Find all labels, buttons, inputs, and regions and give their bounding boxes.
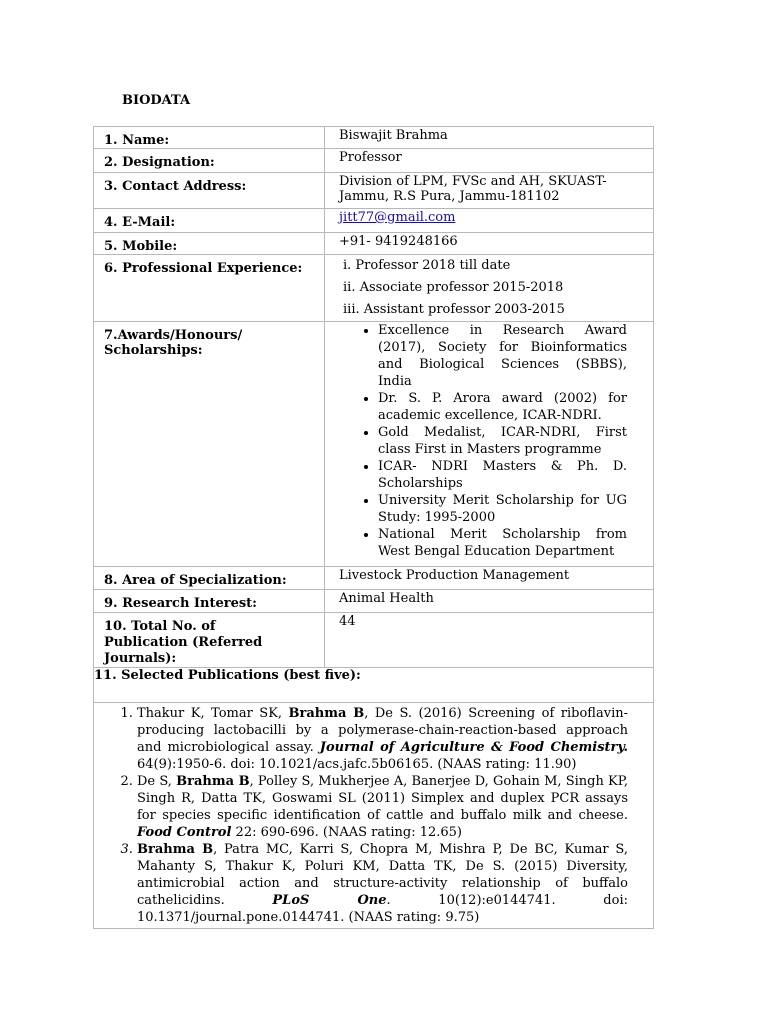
publication-item: 1. Thakur K, Tomar SK, Brahma B, De S. (2016) Screening of riboflavin-producing lactobacilli by a polymerase-chain-reaction-based approach and microbiological assay. Journal of Agriculture & Food Chemistry. 64(9):1950-6. doi: 10.1021/acs.jafc.5b06165. (NAAS rating: 11.90): [137, 705, 628, 773]
experience-item: iii. Assistant professor 2003-2015: [343, 302, 565, 317]
value-email: [325, 209, 654, 233]
row-experience: [94, 255, 654, 322]
publications-heading: 11. Selected Publications (best five):: [94, 668, 654, 703]
label-contact: 3. Contact Address:: [94, 173, 325, 209]
value-contact: Division of LPM, FVSc and AH, SKUAST- Jammu, R.S Pura, Jammu-181102: [325, 173, 654, 209]
value-name: Biswajit Brahma: [325, 127, 654, 149]
label-specialization: 8. Area of Specialization:: [94, 567, 325, 590]
row-research: [94, 590, 654, 613]
list-item: • Gold Medalist, ICAR-NDRI, First class First in Masters programme: [378, 424, 627, 458]
experience-item: i. Professor 2018 till date: [343, 258, 511, 273]
label-email: 4. E-Mail:: [94, 209, 325, 233]
list-item: • Excellence in Research Award (2017), Society for Bioinformatics and Biological Sciences (SBBS), India: [378, 322, 627, 390]
row-publications-total: [94, 613, 654, 668]
email-link[interactable]: jitt77@gmail.com: [339, 210, 456, 225]
row-contact: [94, 173, 654, 209]
value-experience: [325, 255, 654, 322]
value-research: Animal Health: [325, 590, 654, 613]
row-publications-list: [94, 703, 654, 929]
biodata-table: [93, 126, 654, 929]
label-designation: 2. Designation:: [94, 149, 325, 173]
row-awards: [94, 322, 654, 567]
label-experience: 6. Professional Experience:: [94, 255, 325, 322]
list-item: • University Merit Scholarship for UG Study: 1995-2000: [378, 492, 627, 526]
publication-item: 2. De S, Brahma B, Polley S, Mukherjee A, Banerjee D, Gohain M, Singh KP, Singh R, Datta TK, Goswami SL (2011) Simplex and duplex PCR assays for species specific identification of cattle and buffalo milk and cheese. Food Control 22: 690-696. (NAAS rating: 12.65): [137, 773, 628, 841]
list-item: • National Merit Scholarship from West Bengal Education Department: [378, 526, 627, 560]
label-awards: 7.Awards/Honours/ Scholarships:: [94, 322, 325, 567]
value-mobile: +91- 9419248166: [325, 233, 654, 255]
page-title: BIODATA: [122, 93, 191, 108]
row-name: [94, 127, 654, 149]
label-name: 1. Name:: [94, 127, 325, 149]
experience-item: ii. Associate professor 2015-2018: [343, 280, 564, 295]
label-research: 9. Research Interest:: [94, 590, 325, 613]
value-designation: Professor: [325, 149, 654, 173]
row-mobile: [94, 233, 654, 255]
publication-item: 3. Brahma B, Patra MC, Karri S, Chopra M, Mishra P, De BC, Kumar S, Mahanty S, Thakur K, Poluri KM, Datta TK, De S. (2015) Diversity, antimicrobial action and structure-activity relationship of buffalo cathelicidins. PLoS One. 10(12):e0144741. doi: 10.1371/journal.pone.0144741. (NAAS rating: 9.75): [137, 841, 628, 926]
row-publications-heading: [94, 668, 654, 703]
list-item: • ICAR- NDRI Masters & Ph. D. Scholarships: [378, 458, 627, 492]
awards-list: [325, 322, 653, 560]
label-mobile: 5. Mobile:: [94, 233, 325, 255]
publications-cell: [94, 703, 654, 929]
row-specialization: [94, 567, 654, 590]
value-publications-total: 44: [325, 613, 654, 668]
list-item: • Dr. S. P. Arora award (2002) for academic excellence, ICAR-NDRI.: [378, 390, 627, 424]
row-email: [94, 209, 654, 233]
label-publications-total: 10. Total No. of Publication (Referred Journals):: [94, 613, 325, 668]
publications-list: [94, 703, 653, 928]
row-designation: [94, 149, 654, 173]
value-awards: [325, 322, 654, 567]
value-specialization: Livestock Production Management: [325, 567, 654, 590]
